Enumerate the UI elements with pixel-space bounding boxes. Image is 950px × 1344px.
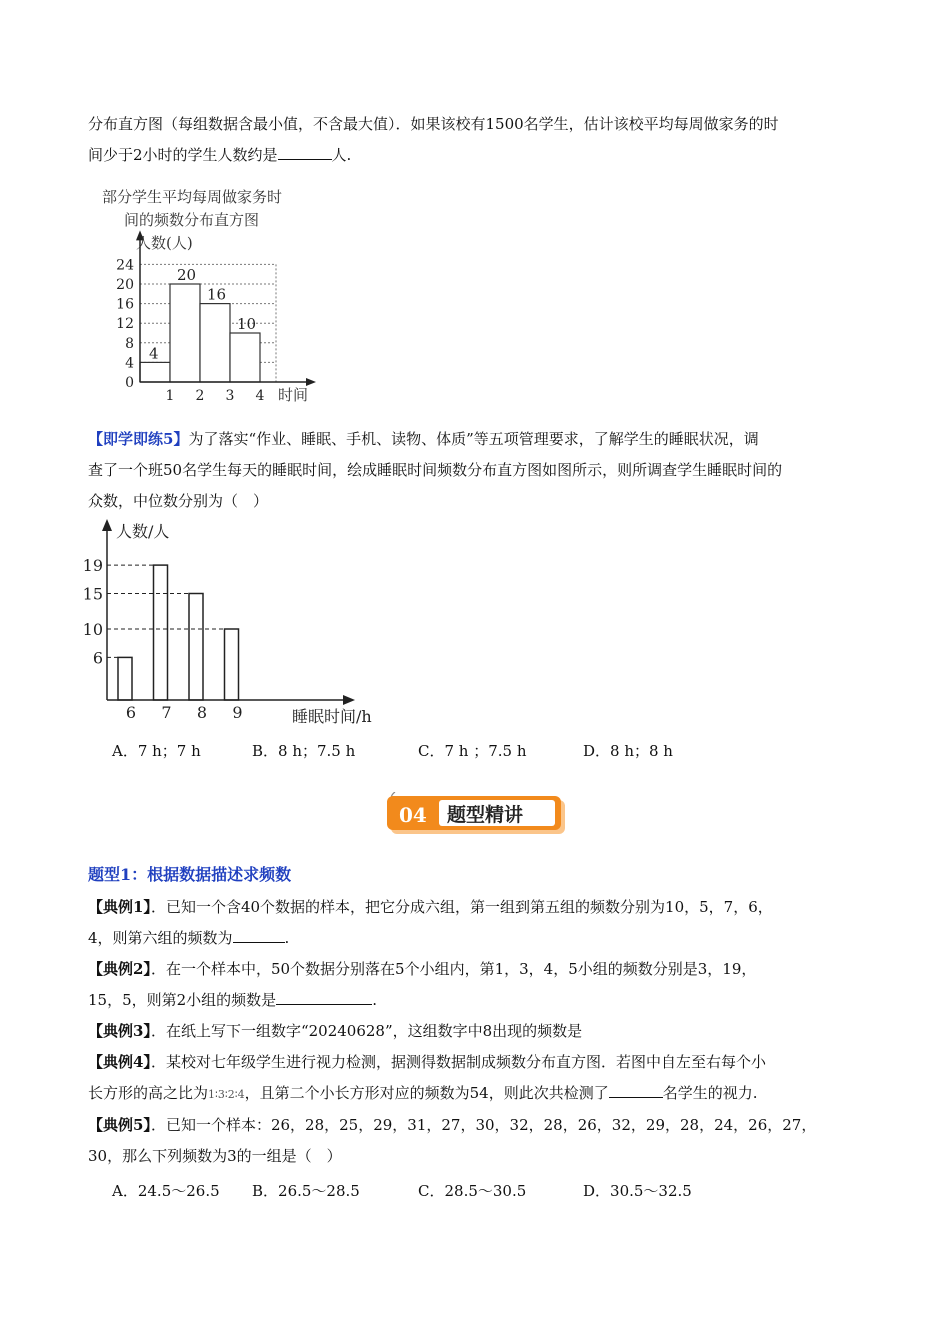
example1-text: ．已知一个含40个数据的样本，把它分成六组，第一组到第五组的频数分别为10，5，7，6， (150, 898, 773, 916)
example5-text: ．已知一个样本：26，28，25，29，31，27，30，32，28，26，32，29，28，24，26，27， (150, 1116, 817, 1134)
chart2-x-tick-label: 9 (232, 703, 243, 722)
chart2-bars (107, 565, 239, 700)
example5-option-a[interactable]: A．24.5～26.5 (112, 1182, 220, 1200)
chart2-y-axis-label: 人数/人 (116, 522, 170, 541)
example4-line-2 (88, 1078, 868, 1110)
example5-line-1 (88, 1110, 868, 1141)
type1-heading: 题型1：根据数据描述求频数 (88, 865, 292, 884)
chart1-bar (200, 304, 230, 382)
chart2-y-arrow (102, 519, 112, 531)
example3-line-1 (88, 1016, 868, 1047)
chart2-x-tick-label: 6 (125, 703, 137, 722)
chart2-y-tick-label: 19 (82, 556, 103, 576)
chart1-x-tick-label: 4 (255, 388, 265, 404)
chart-housework-histogram (88, 180, 328, 410)
chart2-y-tick-label: 15 (82, 584, 103, 604)
example4-blank (609, 1083, 663, 1098)
chart1-data-label: 10 (237, 315, 257, 333)
intro-paragraph (88, 109, 868, 171)
examples-block (88, 892, 868, 1172)
example3-text: ．在纸上写下一组数字“20240628”，这组数字中8出现的频数是 (150, 1022, 583, 1040)
example1-blank (233, 928, 285, 943)
chart1-y-tick-label: 24 (116, 257, 134, 274)
chart2-bar (118, 657, 132, 700)
example4-end: 名学生的视力. (662, 1084, 758, 1102)
chart2-bar (189, 594, 203, 701)
chart1-bar (230, 333, 260, 382)
chart1-y-tick-label: 4 (125, 355, 134, 372)
example1-line-2 (88, 923, 868, 954)
intro-line-1: 分布直方图（每组数据含最小值，不含最大值）．如果该校有1500名学生，估计该校平均每周做家务的时 (88, 115, 779, 133)
example4-text: ．某校对七年级学生进行视力检测，据测得数据制成频数分布直方图．若图中自左至右每个小 (150, 1053, 766, 1071)
practice5-line-2: 查了一个班50名学生每天的睡眠时间，绘成睡眠时间频数分布直方图如图所示，则所调查学生睡眠时间的 (88, 461, 783, 479)
example1-line-1 (88, 892, 868, 923)
section-badge (387, 792, 567, 836)
practice5-line-1 (88, 424, 868, 455)
example3-tag: 【典例3】 (88, 1022, 151, 1040)
chart1-x-tick-label: 2 (195, 388, 205, 404)
chart1-y-tick-label: 20 (116, 277, 134, 293)
chart1-x-arrow (306, 378, 316, 386)
intro-line-2-text: 间少于2小时的学生人数约是 (88, 146, 278, 164)
chart1-bars (140, 284, 260, 382)
chart2-y-tick-label: 10 (82, 620, 103, 639)
example1-tag: 【典例1】 (88, 898, 151, 916)
example2-end: . (372, 991, 377, 1009)
chart2-x-tick-label: 8 (196, 703, 208, 722)
chart2-x-arrow (343, 695, 355, 705)
example4-line-1 (88, 1047, 868, 1078)
chart1-x-axis-label: 时间 (278, 386, 309, 404)
example1-end: . (284, 929, 290, 947)
example4-text-2: 长方形的高之比为 (88, 1084, 209, 1102)
chart1-y-tick-label: 12 (116, 316, 134, 333)
chart1-y-tick-label: 0 (125, 375, 134, 391)
chart2-x-tick-label: 7 (161, 703, 172, 722)
chart2-y-tick-label: 6 (92, 648, 103, 668)
example1-text-2: 4，则第六组的频数为 (88, 929, 233, 947)
intro-line-2 (88, 140, 868, 171)
example4-tag: 【典例4】 (88, 1053, 151, 1071)
practice5-paragraph (88, 424, 868, 517)
chart-sleep-histogram (80, 515, 400, 730)
chart1-title-line2: 间的频数分布直方图 (124, 211, 260, 229)
example5-option-b[interactable]: B．26.5～28.5 (252, 1182, 360, 1200)
chart2-x-ticks (126, 703, 243, 722)
chart1-x-tick-label: 1 (165, 388, 175, 404)
practice5-option-b[interactable]: B．8 h；7.5 h (252, 742, 356, 760)
chart1-bar (170, 284, 200, 382)
practice5-option-c[interactable]: C．7 h ；7.5 h (418, 742, 527, 760)
chart1-x-tick-label: 3 (225, 388, 235, 404)
practice5-option-d[interactable]: D．8 h；8 h (583, 742, 673, 760)
example5-tag: 【典例5】 (88, 1116, 151, 1134)
chart1-y-axis-label: 人数(人) (136, 234, 193, 252)
chart1-title-line1: 部分学生平均每周做家务时 (102, 188, 283, 206)
example2-tag: 【典例2】 (88, 960, 151, 978)
practice5-line-3: 众数，中位数分别为（ ） (88, 492, 269, 510)
chart2-bar (154, 565, 168, 700)
chart1-x-ticks (166, 388, 265, 404)
example2-blank (276, 990, 372, 1005)
example5-option-d[interactable]: D．30.5～32.5 (583, 1182, 692, 1200)
chart1-data-label: 16 (207, 285, 227, 304)
badge-number: 04 (399, 803, 427, 827)
chart1-y-tick-label: 8 (125, 335, 134, 352)
example5-option-c[interactable]: C．28.5～30.5 (418, 1182, 527, 1200)
practice5-tag: 【即学即练5】 (88, 430, 189, 448)
chart1-y-tick-label: 16 (116, 296, 134, 313)
chart2-bar (225, 629, 239, 700)
answer-blank (278, 145, 332, 160)
practice5-option-a[interactable]: A．7 h；7 h (112, 742, 201, 760)
practice5-line-1-text: 为了落实“作业、睡眠、手机、读物、体质”等五项管理要求，了解学生的睡眠状况，调 (188, 430, 759, 448)
chart1-data-label: 20 (177, 266, 197, 284)
chart2-y-ticks (83, 556, 103, 667)
example2-line-2 (88, 985, 868, 1016)
chart1-bar (140, 362, 170, 382)
example2-text-2: 15，5，则第2小组的频数是 (88, 991, 277, 1009)
chart1-data-label: 4 (149, 344, 159, 363)
example4-ratio: 1∶3∶2∶4 (208, 1088, 245, 1101)
chart1-y-ticks (116, 257, 134, 391)
intro-line-2-end: 人. (331, 146, 352, 164)
example2-line-1 (88, 954, 868, 985)
badge-title: 题型精讲 (447, 804, 524, 826)
example2-text: ．在一个样本中，50个数据分别落在5个小组内，第1，3，4，5小组的频数分别是3，19， (150, 960, 757, 978)
chart2-x-axis-label: 睡眠时间/h (292, 707, 372, 726)
example4-text-3: ，且第二个小长方形对应的频数为54，则此次共检测了 (244, 1084, 609, 1102)
example5-line-2: 30，那么下列频数为3的一组是（ ） (88, 1147, 342, 1165)
